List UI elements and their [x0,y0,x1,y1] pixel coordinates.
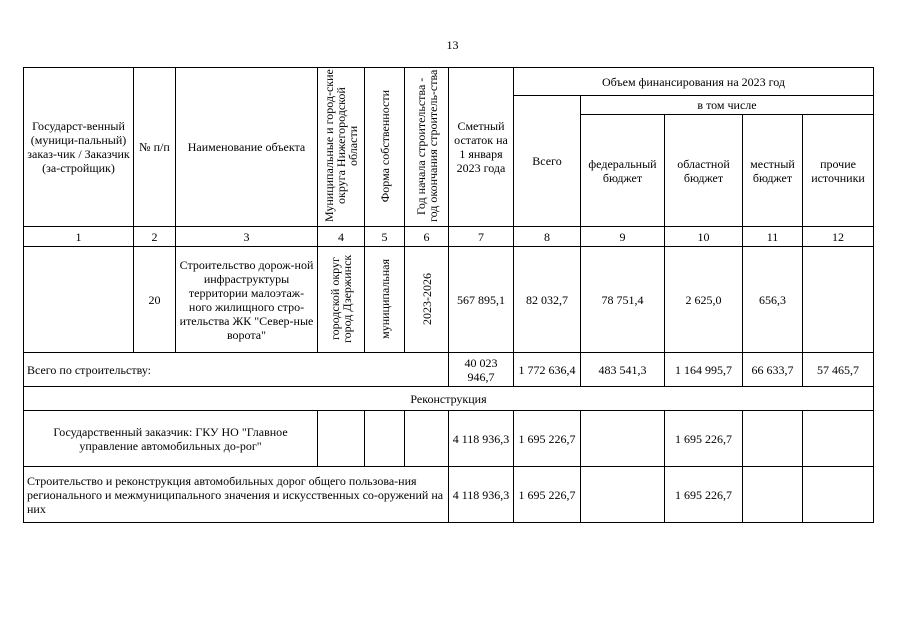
row20-num: 20 [134,247,176,353]
state-customer-other [803,411,874,467]
col-num: 10 [665,227,743,247]
state-customer-estimate: 4 118 936,3 [449,411,514,467]
header-local: местный бюджет [743,115,803,227]
col-num: 2 [134,227,176,247]
col-num: 1 [24,227,134,247]
state-customer-empty [318,411,365,467]
total-construction-regional: 1 164 995,7 [665,353,743,387]
table-row-20 [24,247,874,353]
col-num: 9 [581,227,665,247]
header-federal: федеральный бюджет [581,115,665,227]
col-num: 8 [514,227,581,247]
row20-years [405,247,449,353]
roads-local [743,467,803,523]
header-municipal [318,68,365,227]
roads-regional: 1 695 226,7 [665,467,743,523]
header-years-text: Год начала строительства - год окончания строитель-ства [413,69,440,223]
roads-estimate: 4 118 936,3 [449,467,514,523]
state-customer-regional: 1 695 226,7 [665,411,743,467]
row20-years-text: 2023-2026 [419,272,434,325]
col-num: 5 [365,227,405,247]
col-num: 11 [743,227,803,247]
total-construction-federal: 483 541,3 [581,353,665,387]
financing-table [23,67,874,523]
row20-estimate: 567 895,1 [449,247,514,353]
col-num: 3 [176,227,318,247]
col-num: 4 [318,227,365,247]
state-customer-federal [581,411,665,467]
header-funding: Объем финансирования на 2023 год [514,68,874,96]
col-num: 12 [803,227,874,247]
row20-ownership [365,247,405,353]
row20-name: Строительство дорож-ной инфраструктуры территории малоэтаж-ного жилищного стро-ительства ЖК "Север-ные ворота" [176,247,318,353]
row20-municipal-text: городской округ город Дзержинск [328,254,354,343]
header-municipal-text: Муниципальные и город-ские округа Нижегородской области [322,69,360,223]
header-regional: областной бюджет [665,115,743,227]
col-num: 6 [405,227,449,247]
roads-other [803,467,874,523]
row20-customer [24,247,134,353]
roads-row [24,467,874,523]
header-ownership-text: Форма собственности [377,89,392,203]
header-other: прочие источники [803,115,874,227]
state-customer-row [24,411,874,467]
total-construction-other: 57 465,7 [803,353,874,387]
header-years [405,68,449,227]
total-construction-label: Всего по строительству: [24,353,449,387]
total-construction-local: 66 633,7 [743,353,803,387]
total-construction-row [24,353,874,387]
row20-ownership-text: муниципальная [377,258,392,339]
header-including: в том числе [581,96,874,115]
header-ownership [365,68,405,227]
row20-federal: 78 751,4 [581,247,665,353]
roads-total: 1 695 226,7 [514,467,581,523]
row20-municipal [318,247,365,353]
header-object-name: Наименование объекта [176,68,318,227]
header-estimate: Сметный остаток на 1 января 2023 года [449,68,514,227]
header-customer: Государст-венный (муници-пальный) заказ-чик / Заказчик (за-стройщик) [24,68,134,227]
row20-regional: 2 625,0 [665,247,743,353]
row20-other [803,247,874,353]
row20-total: 82 032,7 [514,247,581,353]
section-reconstruction: Реконструкция [24,387,874,411]
roads-label: Строительство и реконструкция автомобильных дорог общего пользова-ния регионального и межмуниципального значения и искусственных со-оружений на них [24,467,449,523]
col-num: 7 [449,227,514,247]
roads-federal [581,467,665,523]
state-customer-total: 1 695 226,7 [514,411,581,467]
state-customer-empty [405,411,449,467]
total-construction-estimate: 40 023 946,7 [449,353,514,387]
section-reconstruction-row [24,387,874,411]
state-customer-empty [365,411,405,467]
column-numbers-row [24,227,874,247]
total-construction-total: 1 772 636,4 [514,353,581,387]
header-row-1 [24,68,874,96]
row20-local: 656,3 [743,247,803,353]
header-num: № п/п [134,68,176,227]
state-customer-label: Государственный заказчик: ГКУ НО "Главное управление автомобильных до-рог" [24,411,318,467]
header-total: Всего [514,96,581,227]
state-customer-local [743,411,803,467]
page-number: 13 [446,38,459,52]
